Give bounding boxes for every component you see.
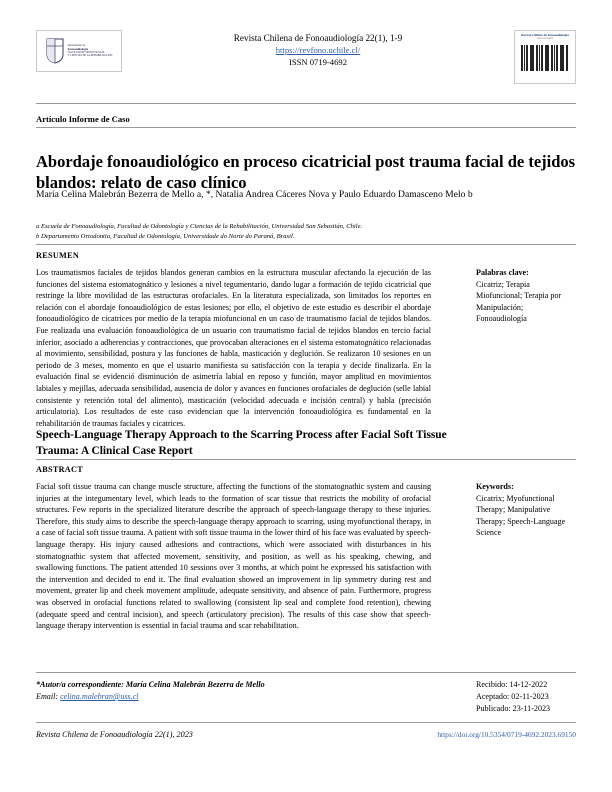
- university-logo-text: Departamento de Fonoaudiología FACULTAD DE ODONTOLOGÍA Y CIENCIAS DE LA REHABILITACIÓN: [67, 44, 113, 58]
- date-received: Recibido: 14-12-2022: [476, 680, 548, 689]
- page-footer: [36, 730, 576, 739]
- palabras-clave-block: [476, 267, 576, 325]
- divider-above-abstract: [36, 459, 576, 460]
- date-published: Publicado: 23-11-2023: [476, 704, 551, 713]
- author-list: [36, 188, 576, 202]
- university-logo: [36, 30, 122, 72]
- publication-dates: [476, 679, 586, 715]
- divider-top: [36, 103, 576, 104]
- palabras-clave-list: Cicatriz; Terapia Miofuncional; Terapia por Manipulación; Fonoaudiología: [476, 279, 562, 324]
- keywords-list: Cicatrix; Myofunctional Therapy; Manipulative Therapy; Speech-Language Science: [476, 493, 566, 538]
- university-crest-icon: [46, 38, 64, 64]
- abstract-text: Facial soft tissue trauma can change muscle structure, affecting the functions of the stomatognathic system and causing injuries at the integumentary level, which leads to the formation of scar tissue that restricts the mobility of orofacial structures. Few reports in the specialized literature describe the approach of speech-language therapy to these injuries. Therefore, this study aims to describe the speech-language therapy approach to scarring, using myofunctional therapy, in a case of facial soft tissue trauma. A patient with soft tissue trauma in the lower third of his face was evaluated by speech-language therapy. His injury caused adhesions and contractions, which were associated with disturbances in his stomatognathic system that affected movement, sensitivity, and position, as well as his speaking, chewing, and swallowing functions. The patient attended 10 sessions over 3 months, at which point he expressed his satisfaction with the intervention and decided to end it. The final evaluation showed an improvement in lip symmetry during rest and movement, greater lip and cheek movement amplitude, adequate sensitivity, and absence of pain. Furthermore, progress was observed in orofacial functions related to swallowing (consistent lip seal and complete food retention), chewing (adequate speed and central incision), and speech (articulatory precision). The results of this case show that speech-language therapy intervention is essential in facial trauma and scar rehabilitation.: [36, 482, 431, 631]
- author-names: María Celina Malebrán Bezerra de Mello a, *, Natalia Andrea Cáceres Nova y Paulo Eduardo Damasceno Melo b: [36, 189, 473, 200]
- divider-below-correspondence: [36, 722, 576, 723]
- barcode-icon: [521, 45, 569, 71]
- journal-url-link[interactable]: https://revfono.uchile.cl/: [275, 45, 361, 55]
- divider-above-correspondence: [36, 672, 576, 673]
- affiliation-b: b Departamento Ortodontia, Facultad de Odontología, Universidade do Norte do Paraná, Brasil.: [36, 232, 295, 240]
- journal-citation: Revista Chilena de Fonoaudiología 22(1), 1-9: [233, 33, 403, 43]
- masthead-center: [122, 30, 514, 68]
- palabras-clave-heading: Palabras clave:: [476, 268, 529, 277]
- affiliations: [36, 222, 576, 241]
- corresponding-email-line: [36, 691, 396, 703]
- correspondence-block: [36, 679, 396, 703]
- page-title-english: Speech-Language Therapy Approach to the Scarring Process after Facial Soft Tissue Trauma: A Clinical Case Report: [36, 429, 447, 458]
- corresponding-author: *Autor/a correspondiente: María Celina Malebrán Bezerra de Mello: [36, 680, 265, 689]
- divider-under-article-type: [36, 127, 576, 128]
- resumen-text: Los traumatismos faciales de tejidos blandos generan cambios en la estructura muscular afectando la ejecución de las funciones del sistema estomatognático y lesiones a nivel tegumentario, dando lugar a formación de tejido cicatricial que restringe la libre movilidad de las estructuras orofaciales. En la literatura especializada, son limitados los reportes en relación con el abordaje fonoaudiológico de estas lesiones; por ello, el objetivo de este estudio es describir el abordaje fonoaudiológico de cicatrices por medio de la terapia miofuncional en un caso de traumatismo facial de tejidos blandos. Fue realizada una evaluación fonoaudiológica de un usuario con traumatismo facial de tejidos blandos en tercio facial inferior, asociado a adherencias y contracciones, que provocaban alteraciones en el sistema estomatognático relacionadas al movimiento, sensibilidad, postura y las funciones de habla, masticación y deglución. Se realizaron 10 sesiones en un periodo de 3 meses, momento en que el usuario manifiesta su satisfacción con la terapia y decide finalizarla. En la evaluación final se evidenció disminución de asimetría labial en reposo y función, mayor amplitud en movimientos labiales y mejillas, adecuada sensibilidad, ausencia de dolor y avances en funciones orofaciales de deglución (selle labial consistente y retención total del alimento), masticación (velocidad adecuada e incisión central) y habla (precisión articulatoria). Los resultados de este caso evidencian que la intervención fonoaudiológica es fundamental en la rehabilitación de traumas faciales y cicatrices.: [36, 268, 431, 428]
- masthead: [36, 30, 576, 88]
- keywords-heading: Keywords:: [476, 482, 514, 491]
- divider-above-resumen: [36, 244, 576, 245]
- article-type-label: Artículo Informe de Caso: [36, 114, 130, 124]
- abstract-heading: ABSTRACT: [36, 465, 83, 474]
- resumen-heading: RESUMEN: [36, 251, 80, 260]
- journal-logo-subtitle: ISSN 0719-4692: [536, 37, 554, 40]
- affiliation-a: a Escuela de Fonoaudiología, Facultad de Odontología y Ciencias de la Rehabilitación, Universidad San Sebastián, Chile.: [36, 223, 363, 230]
- page-title: Abordaje fonoaudiológico en proceso cicatricial post trauma facial de tejidos blandos: relato de caso clínico: [36, 152, 576, 193]
- journal-logo-title: Revista Chilena de Fonoaudiología: [521, 33, 569, 37]
- keywords-block: [476, 481, 576, 539]
- journal-logo: [514, 30, 576, 84]
- footer-doi-link[interactable]: https://doi.org/10.5354/0719-4692.2023.69150: [437, 730, 576, 739]
- journal-issn: ISSN 0719-4692: [288, 57, 347, 67]
- date-accepted: Aceptado: 02-11-2023: [476, 692, 549, 701]
- footer-journal-ref: Revista Chilena de Fonoaudiología 22(1), 2023: [36, 730, 193, 739]
- email-link[interactable]: celina.malebran@uss.cl: [60, 692, 139, 701]
- email-label: Email:: [36, 692, 61, 701]
